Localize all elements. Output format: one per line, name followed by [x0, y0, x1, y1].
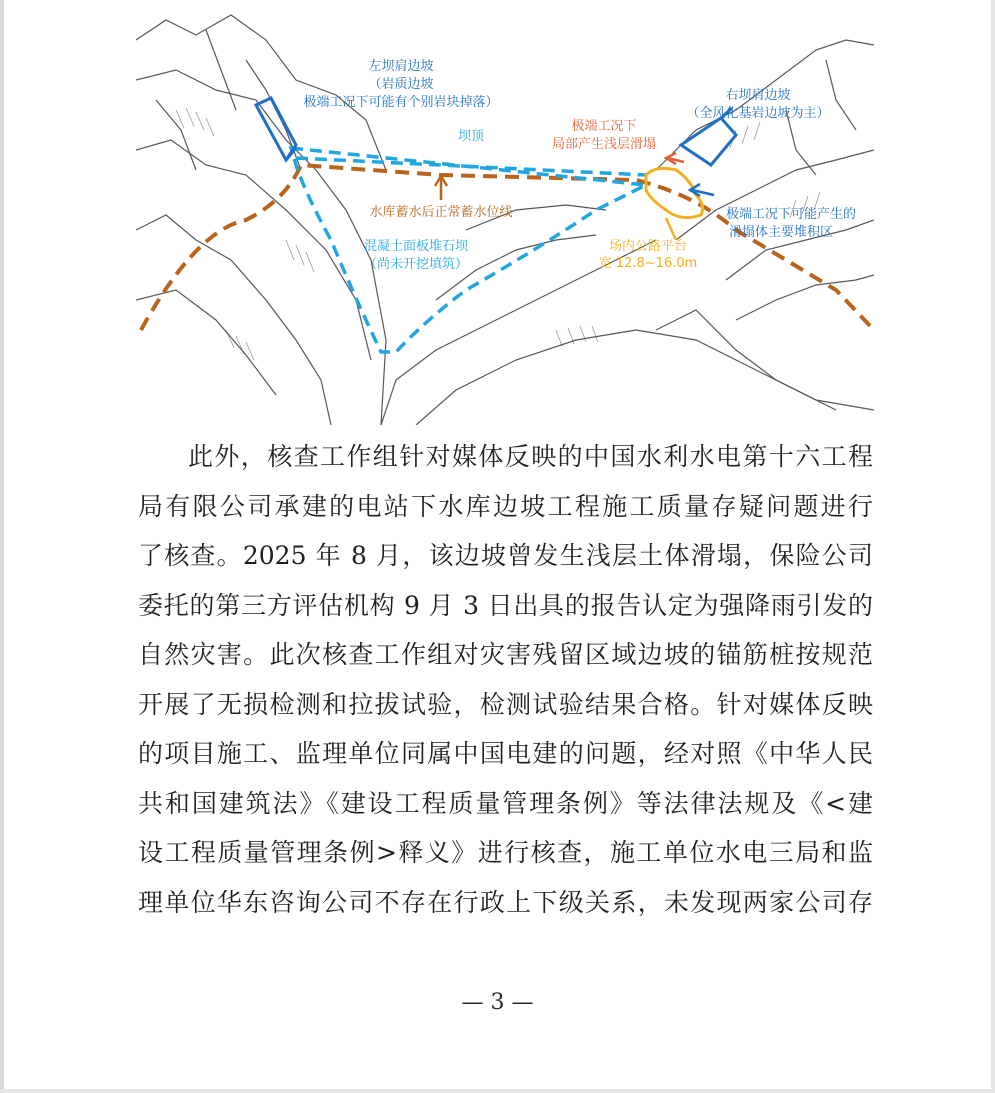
paragraph-line: 共和国建筑法》《建设工程质量管理条例》等法律法规及《<建 [138, 788, 873, 818]
dam-crest-label: 坝顶 [457, 129, 485, 144]
dam-body-label-2: （尚未开挖填筑） [363, 257, 469, 272]
road-label-1: 场内公路平台 [608, 239, 688, 254]
paragraph-line: 的项目施工、监理单位同属中国电建的问题，经对照《中华人民 [138, 739, 873, 768]
road-label-2: 宽 12.8~16.0m [598, 256, 698, 271]
left-slope-title: 左坝肩边坡 [368, 59, 434, 74]
dam-body-label-1: 混凝土面板堆石坝 [363, 239, 469, 254]
extreme-title: 极端工况下 [571, 119, 637, 134]
left-slope-note: 极端工况下可能有个别岩块掉落） [303, 95, 499, 110]
paragraph-line: 委托的第三方评估机构 9 月 3 日出具的报告认定为强降雨引发的 [138, 590, 873, 620]
paragraph-line: 此外，核查工作组针对媒体反映的中国水利水电第十六工程 [188, 442, 873, 471]
water-level-label: 水库蓄水后正常蓄水位线 [369, 205, 513, 220]
page-edge-left [0, 0, 4, 1093]
paragraph-line: 自然灾害。此次核查工作组对灾害残留区域边坡的锚筋桩按规范 [138, 640, 873, 669]
paragraph-line: 开展了无损检测和拉拔试验，检测试验结果合格。针对媒体反映 [138, 689, 873, 719]
dam-site-illustration [136, 0, 874, 425]
right-slope-title: 右坝肩边坡 [725, 88, 791, 103]
page-edge-right [991, 0, 995, 1093]
page-number: — 3 — [461, 990, 534, 1015]
right-slope-sub: （全风化基岩边坡为主） [686, 106, 830, 121]
paragraph-line: 局有限公司承建的电站下水库边坡工程施工质量存疑问题进行 [138, 491, 873, 521]
paragraph-line: 了核查。2025 年 8 月，该边坡曾发生浅层土体滑塌，保险公司 [138, 541, 873, 570]
left-slope-sub: （岩质边坡 [368, 77, 434, 92]
body-paragraph [138, 432, 873, 927]
paragraph-line: 理单位华东咨询公司不存在行政上下级关系，未发现两家公司存 [138, 887, 873, 917]
accumulation-label-2: 滑塌体主要堆积区 [728, 225, 834, 240]
page-edge-bottom [0, 1089, 995, 1093]
accumulation-label-1: 极端工况下可能产生的 [725, 207, 857, 222]
paragraph-line: 设工程质量管理条例>释义》进行核查，施工单位水电三局和监 [138, 838, 873, 867]
extreme-sub: 局部产生浅层滑塌 [551, 137, 657, 152]
